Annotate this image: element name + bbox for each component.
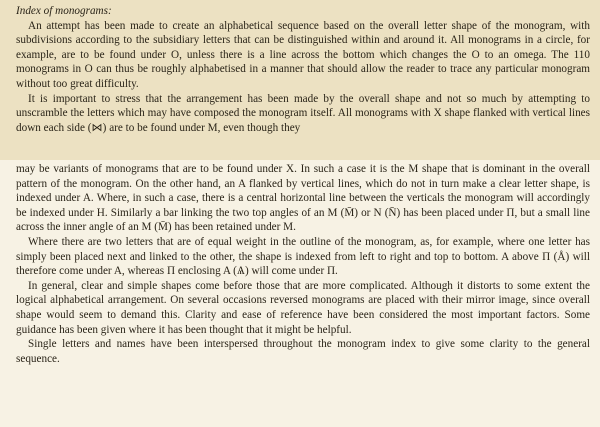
paragraph-1: An attempt has been made to create an alphabetical sequence based on the overall letter shape of the monogram, with subdivisions according to the subsidiary letters that can be distinguished within and around it. All monograms in a circle, for example, are to be found under O, unless there is a line across the bottom which changes the O to an omega. The 110 monograms in O can thus be roughly alphabetised in a manner that should allow the reader to trace any particular monogram without too great difficulty. [16,19,590,90]
section-heading: Index of monograms: [16,5,112,17]
paragraph-6: Single letters and names have been interspersed throughout the monogram index to give some clarity to the general sequence. [16,338,590,365]
paragraph-5: In general, clear and simple shapes come before those that are more complicated. Although it distorts to some extent the logical alphabetical arrangement. On several occasions reversed monograms are placed with their mirror image, since overall shape would seem to demand this. Clarity and ease of reference have been considered the most important factors. Some guidance has been given where it has been thought that it might be helpful. [16,279,590,336]
paragraph-2: It is important to stress that the arrangement has been made by the overall shape and not so much by attempting to unscramble the letters which may have composed the monogram itself. All monograms with X shape flanked with vertical lines down each side (⋈) are to be found under M, even though they [16,92,590,134]
paragraph-4: Where there are two letters that are of equal weight in the outline of the monogram, as, for example, where one letter has simply been placed next and linked to the other, the shape is indexed from left to right and top to bottom. A above Π (Å) will therefore come under A, whereas Π enclosing A (Ѧ) will come under Π. [16,235,590,278]
lower-section [0,160,600,427]
lower-text-block [16,162,590,366]
upper-section [0,0,600,160]
paragraph-3-continuation: may be variants of monograms that are to be found under X. In such a case it is the M shape that is dominant in the overall pattern of the monogram. On the other hand, an A flanked by vertical lines, which do not in turn make a clear letter shape, is indexed under A. Where, in such a case, there is a central horizontal line between the verticals the monogram will accordingly be indexed under H. Similarly a bar linking the two top angles of an M (M̄) or N (N̄) has been placed under Π, but a small line across the inner angle of an M (M̄) has been retained under M. [16,163,590,234]
upper-text-block [16,4,590,135]
